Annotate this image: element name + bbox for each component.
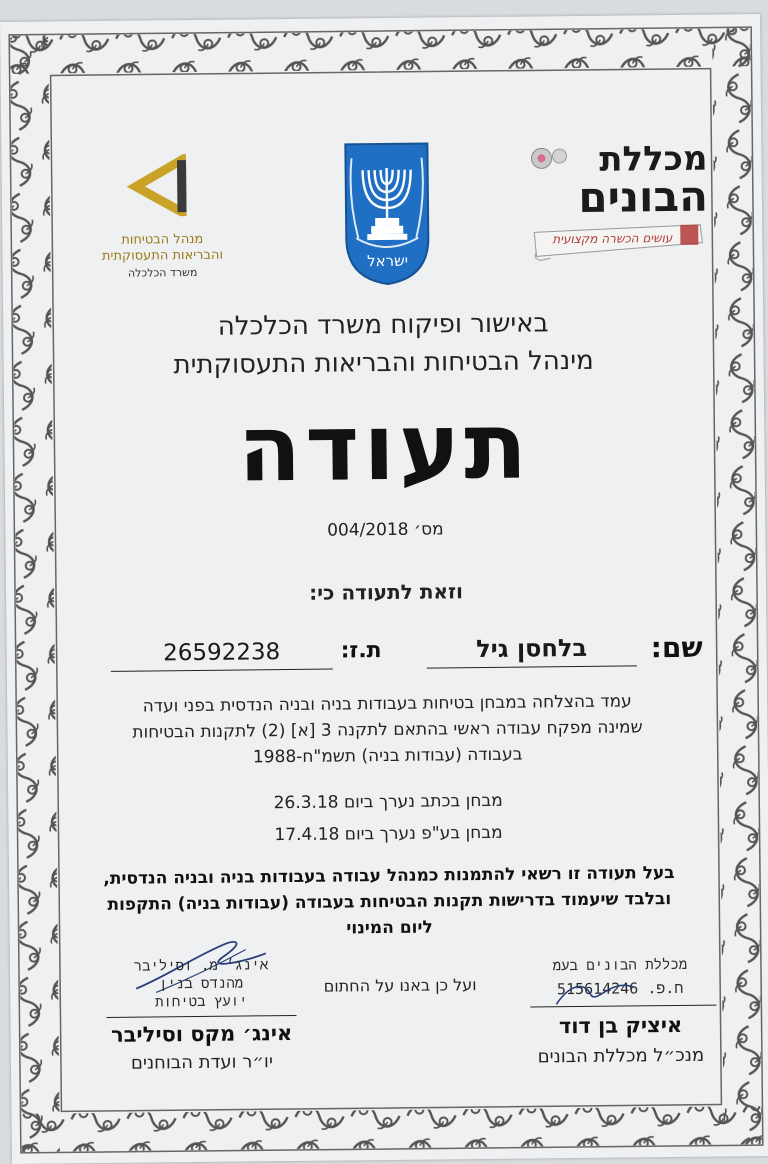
right-signature-block (520, 957, 721, 1099)
right-signer-title: מנכ״ל מכללת הבונים (537, 1044, 705, 1068)
seal-sentence: ועל כן באנו על החתום (323, 975, 477, 996)
right-stamp-line2: ח.פ. 515614246 (556, 978, 684, 999)
certificate-number: מס׳ 004/2018 (327, 519, 444, 541)
college-tagline: עושים הכשרה מקצועית (552, 230, 673, 247)
left-signer-title: יו״ר ועדת הבוחנים (130, 1051, 274, 1074)
safety-admin-line1: מנהל הבטיחות (121, 231, 204, 248)
authorization-line3: ליום המינוי (346, 917, 433, 939)
authorization-line2: ובלבד שיעמוד בדרישות תקנות הבטיחות בעבודה (עבודות בניה) התקפות (107, 889, 672, 915)
state-emblem (341, 138, 433, 289)
college-name-line2: הבונים (578, 171, 709, 222)
left-stamp-line1: אינג׳ מ. וסיליבר (133, 957, 269, 975)
left-signature-line (106, 1015, 296, 1018)
header-line2: מינהל הבטיחות והבריאות התעסוקתית (173, 345, 594, 381)
left-signer-name: אינג׳ מקס וסיליבר (110, 1021, 293, 1047)
safety-admin-logo (81, 139, 242, 281)
header-line1: באישור ופיקוח משרד הכלכלה (217, 308, 549, 342)
left-stamp-line3: יועץ בטיחות (154, 993, 248, 1011)
body-line2: שמינה מפקח עבודה ראשי בהתאם לתקנה 3 [א] (2) לתקנות הבטיחות (132, 717, 643, 743)
intro-text: וזאת לתעודה כי: (309, 579, 463, 605)
id-value: 26592238 (162, 639, 281, 667)
safety-admin-line3: משרד הכלכלה (127, 265, 198, 280)
oral-exam-date: מבחן בע"פ נערך ביום 17.4.18 (274, 822, 503, 846)
page-title: תעודה (237, 392, 532, 503)
right-handwritten-signature (550, 973, 640, 1014)
certificate-sheet (0, 14, 768, 1164)
left-stamp-line2: מהנדס בנין (159, 975, 244, 993)
name-value: בלחסן גיל (476, 633, 588, 664)
emblem-caption: ישראל (366, 251, 409, 271)
name-label: שם: (650, 630, 703, 665)
right-stamp-line1: מכללת הבונים בעמ (552, 956, 688, 975)
safety-admin-line2: והבריאות התעסוקתית (101, 247, 224, 264)
right-signer-name: איציק בן דוד (558, 1012, 683, 1039)
triangle-icon (125, 154, 196, 217)
college-logo (521, 134, 722, 276)
authorization-line1: בעל תעודה זו רשאי להתמנות כמנהל עבודה בעבודות בניה ובניה הנדסית, (103, 862, 675, 889)
left-signature-block (106, 939, 298, 1091)
id-label: ת.ז: (340, 638, 382, 664)
written-exam-date: מבחן בכתב נערך ביום 26.3.18 (273, 790, 503, 814)
college-name-line1: מכללת (599, 138, 708, 180)
body-line1: עמד בהצלחה במבחן בטיחות בעבודות בניה ובניה הנדסית בפני ועדה (142, 691, 632, 717)
body-line3: בעבודה (עבודות בניה) תשמ"ח-1988 (252, 744, 523, 768)
